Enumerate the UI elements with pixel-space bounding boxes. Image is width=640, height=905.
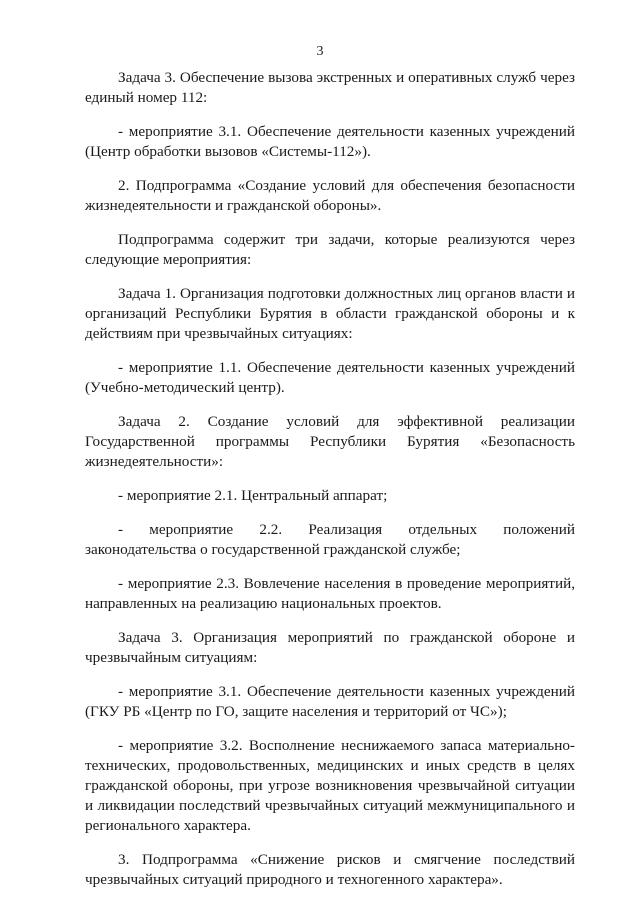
paragraph-subprogram-3-title: 3. Подпрограмма «Снижение рисков и смягчение последствий чрезвычайных ситуаций природного и техногенного характера».: [85, 851, 575, 888]
paragraph-subprogram-2-title: 2. Подпрограмма «Создание условий для обеспечения безопасности жизнедеятельности и гражданской обороны».: [85, 177, 575, 214]
paragraph-task-3-emergency-112: Задача 3. Обеспечение вызова экстренных и оперативных служб через единый номер 112:: [85, 69, 575, 106]
paragraph-task-1-training: Задача 1. Организация подготовки должностных лиц органов власти и организаций Республики Бурятия в области гражданской обороны и к действиям при чрезвычайных ситуациях:: [85, 285, 575, 342]
paragraph-measure-2-2-civil-service: - мероприятие 2.2. Реализация отдельных положений законодательства о государственной гражданской службе;: [85, 521, 575, 558]
paragraph-task-3-civil-defense: Задача 3. Организация мероприятий по гражданской обороне и чрезвычайным ситуациям:: [85, 629, 575, 666]
paragraph-measure-2-3-national-projects: - мероприятие 2.3. Вовлечение населения в проведение мероприятий, направленных на реализацию национальных проектов.: [85, 575, 575, 612]
paragraph-subprogram-tasks-intro: Подпрограмма содержит три задачи, которые реализуются через следующие мероприятия:: [85, 231, 575, 268]
paragraph-measure-1-1-training-center: - мероприятие 1.1. Обеспечение деятельности казенных учреждений (Учебно-методический центр).: [85, 359, 575, 396]
paragraph-measure-3-1-call-center: - мероприятие 3.1. Обеспечение деятельности казенных учреждений (Центр обработки вызовов «Системы-112»).: [85, 123, 575, 160]
paragraph-measure-2-1-central-office: - мероприятие 2.1. Центральный аппарат;: [118, 487, 388, 504]
paragraph-measure-3-1-civil-defense-center: - мероприятие 3.1. Обеспечение деятельности казенных учреждений (ГКУ РБ «Центр по ГО, защите населения и территорий от ЧС»);: [85, 683, 575, 720]
document-body: [85, 68, 575, 904]
paragraph-measure-3-2-reserve: - мероприятие 3.2. Восполнение неснижаемого запаса материально-технических, продовольственных, медицинских и иных средств в целях гражданской обороны, при угрозе возникновения чрезвычайной ситуации и ликвидации последствий чрезвычайных ситуаций межмуниципального и регионального характера.: [85, 737, 575, 834]
paragraph-task-2-program-conditions: Задача 2. Создание условий для эффективной реализации Государственной программы Республики Бурятия «Безопасность жизнедеятельности»:: [85, 413, 575, 470]
page-number: 3: [316, 44, 324, 59]
